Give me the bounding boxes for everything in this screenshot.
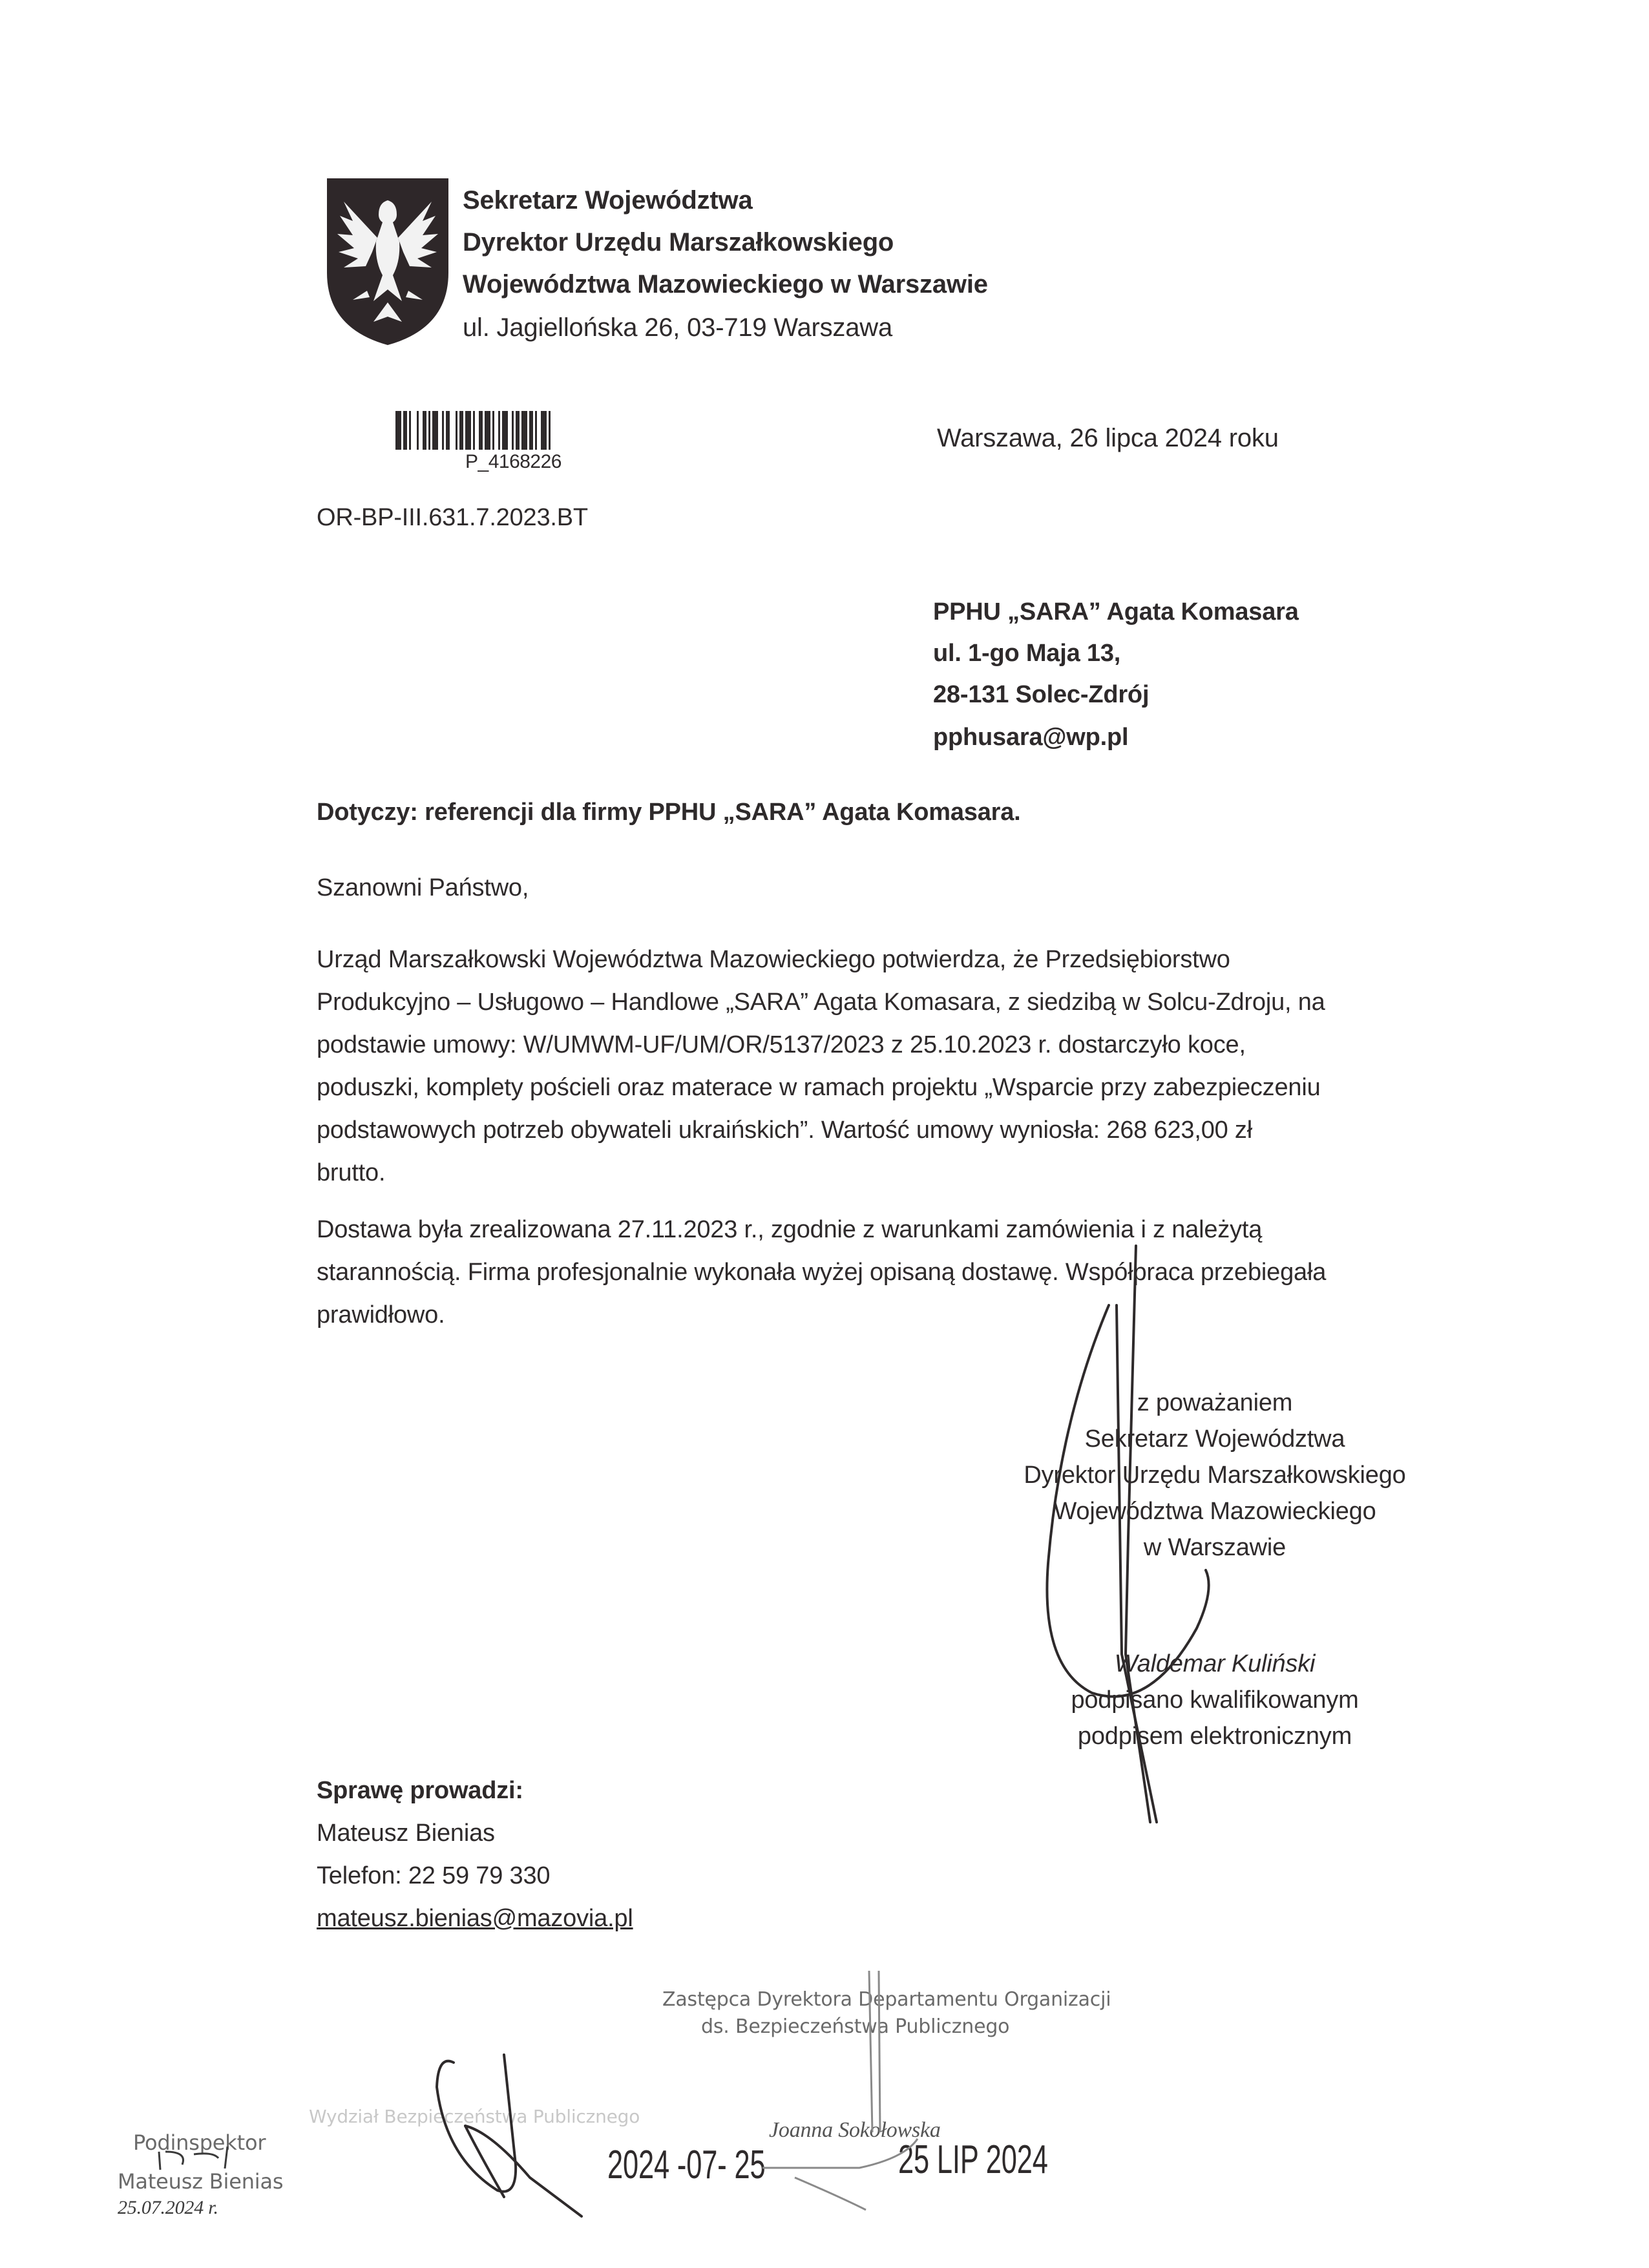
body-paragraph-1-line: brutto. [317, 1159, 386, 1186]
barcode-bar [428, 411, 430, 450]
barcode-bar [502, 411, 508, 450]
barcode-bar [492, 411, 494, 450]
closing-regards: z poważaniem [1137, 1389, 1293, 1416]
barcode-bar [549, 411, 551, 450]
signed-note-2: podpisem elektronicznym [1077, 1723, 1352, 1750]
sender-title-line-2: Dyrektor Urzędu Marszałkowskiego [463, 228, 894, 257]
barcode-bar [512, 411, 514, 450]
deputy-director-stamp-line-1: Zastępca Dyrektora Departamentu Organizacji [662, 1988, 1111, 2011]
barcode-bar [459, 411, 463, 450]
faint-department-stamp: Wydział Bezpieczeństwa Publicznego [309, 2106, 640, 2127]
barcode-bar [432, 411, 438, 450]
closing-title-3: Województwa Mazowieckiego [1053, 1498, 1376, 1525]
body-paragraph-1-line: Produkcyjno – Usługowo – Handlowe „SARA” Agata Komasara, z siedzibą w Solcu-Zdroju, na [317, 989, 1325, 1016]
barcode-bar [479, 411, 483, 450]
stamp-signature-stroke [762, 2139, 918, 2168]
body-paragraph-1-line: podstawowych potrzeb obywateli ukraińskich”. Wartość umowy wyniosła: 268 623,00 zł [317, 1117, 1252, 1144]
body-paragraph-1-line: podstawie umowy: W/UMWM-UF/UM/OR/5137/2023 z 25.10.2023 r. dostarczyło koce, [317, 1031, 1246, 1058]
barcode [395, 411, 649, 450]
body-paragraph-1-line: Urząd Marszałkowski Województwa Mazowieckiego potwierdza, że Przedsiębiorstwo [317, 946, 1230, 973]
barcode-bar [473, 411, 475, 450]
deputy-director-stamp-line-2: ds. Bezpieczeństwa Publicznego [701, 2015, 1010, 2038]
letter-date: Warszawa, 26 lipca 2024 roku [937, 424, 1279, 452]
inspector-title-stamp: Podinspektor [133, 2130, 266, 2155]
case-handler-email-link[interactable]: mateusz.bienias@mazovia.pl [317, 1905, 633, 1932]
case-handler-label: Sprawę prowadzi: [317, 1777, 523, 1804]
barcode-bar [516, 411, 520, 450]
barcode-bar [417, 411, 419, 450]
closing-title-2: Dyrektor Urzędu Marszałkowskiego [1024, 1462, 1406, 1489]
subject-line: Dotyczy: referencji dla firmy PPHU „SARA” Agata Komasara. [317, 799, 1021, 826]
salutation: Szanowni Państwo, [317, 874, 529, 901]
signer-name: Waldemar Kuliński [1114, 1650, 1316, 1677]
case-handler-name: Mateusz Bienias [317, 1820, 495, 1847]
recipient-city: 28-131 Solec-Zdrój [933, 681, 1150, 708]
barcode-bar [529, 411, 533, 450]
barcode-bar [423, 411, 426, 450]
barcode-bar [446, 411, 450, 450]
barcode-bar [535, 411, 537, 450]
barcode-bar [498, 411, 500, 450]
barcode-bar [465, 411, 471, 450]
inspector-handwritten-date: 25.07.2024 r. [118, 2197, 218, 2218]
deputy-director-signature-name: Joanna Sokołowska [769, 2118, 941, 2142]
stamp-signature-stroke [795, 2178, 866, 2210]
body-paragraph-1-line: poduszki, komplety pościeli oraz materace w ramach projektu „Wsparcie przy zabezpieczeniu [317, 1074, 1321, 1101]
barcode-bar [409, 411, 411, 450]
sender-title-line-1: Sekretarz Województwa [463, 186, 753, 215]
barcode-bar [395, 411, 401, 450]
sender-title-line-3: Województwa Mazowieckiego w Warszawie [463, 270, 988, 299]
recipient-name: PPHU „SARA” Agata Komasara [933, 598, 1299, 625]
signed-note-1: podpisano kwalifikowanym [1071, 1686, 1359, 1714]
barcode-bar [456, 411, 457, 450]
recipient-street: ul. 1-go Maja 13, [933, 640, 1121, 667]
recipient-email[interactable]: pphusara@wp.pl [933, 724, 1129, 751]
signature-stroke [465, 2126, 582, 2216]
barcode-bar [541, 411, 547, 450]
inspector-name-stamp: Mateusz Bienias [118, 2169, 284, 2194]
barcode-bar [403, 411, 407, 450]
signature-stroke [465, 2126, 504, 2197]
case-handler-phone: Telefon: 22 59 79 330 [317, 1862, 551, 1889]
body-paragraph-2-line: Dostawa była zrealizowana 27.11.2023 r., zgodnie z warunkami zamówienia i z należytą [317, 1216, 1263, 1243]
barcode-bar [521, 411, 527, 450]
reference-number: OR-BP-III.631.7.2023.BT [317, 504, 588, 531]
date-stamp-left: 2024 -07- 25 [607, 2143, 766, 2187]
eagle-coat-of-arms-icon [324, 176, 451, 348]
body-paragraph-2-line: prawidłowo. [317, 1301, 445, 1328]
barcode-number: P_4168226 [465, 451, 562, 472]
closing-title-1: Sekretarz Województwa [1084, 1425, 1345, 1453]
body-paragraph-2-line: starannością. Firma profesjonalnie wykonała wyżej opisaną dostawę. Współpraca przebiegała [317, 1259, 1327, 1286]
closing-title-4: w Warszawie [1143, 1534, 1287, 1561]
sender-address: ul. Jagiellońska 26, 03-719 Warszawa [463, 313, 893, 342]
barcode-bar [442, 411, 444, 450]
date-stamp-right: 25 LIP 2024 [898, 2137, 1048, 2182]
coat-of-arms-emblem [324, 176, 451, 348]
barcode-bar [485, 411, 490, 450]
